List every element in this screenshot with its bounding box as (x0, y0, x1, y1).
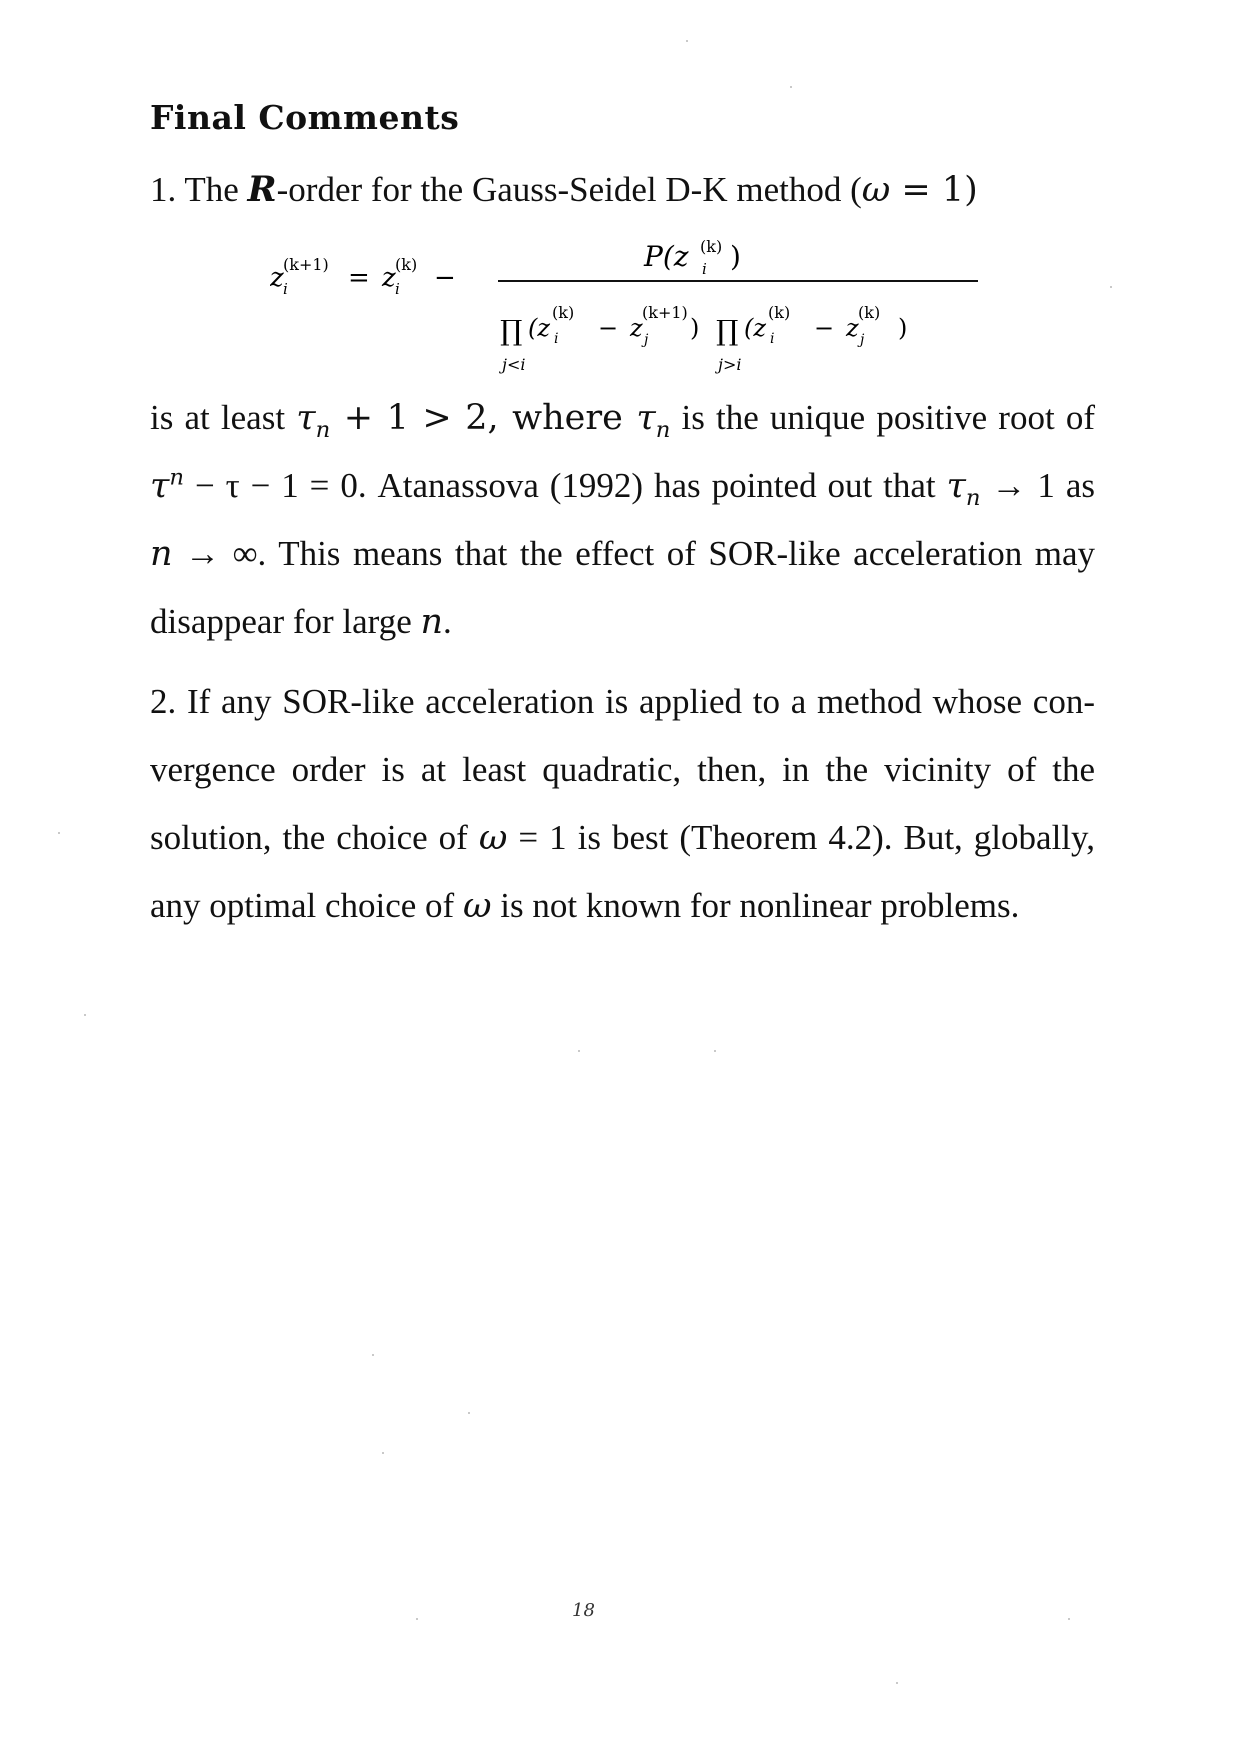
item1-line4 (150, 534, 1095, 574)
prod1-term-b-sub: j (644, 332, 649, 348)
page-number: 18 (572, 1600, 595, 1621)
eq-numerator-close: ) (730, 240, 741, 273)
prod2-term-a-sub: i (770, 331, 775, 347)
scan-speck (1110, 286, 1112, 288)
prod1-term-a-sub: i (554, 331, 559, 347)
n-symbol: n (150, 534, 173, 574)
omega-symbol: ω (478, 818, 508, 858)
item1-intro-eq: = 1) (890, 170, 978, 210)
prod1-term-a-sup: (k) (552, 303, 575, 322)
eq-rhs-sup: (k) (395, 255, 418, 274)
prod1-term-a: (z (528, 314, 551, 342)
prod2-term-a: (z (744, 314, 767, 342)
tau-subscript: n (655, 417, 671, 443)
item2-line4-b: is not known for nonlinear problems. (491, 886, 1020, 925)
item1-line2-a: is at least (150, 398, 297, 437)
tau-symbol: τ (636, 398, 656, 438)
prod2-term-b: z (846, 314, 859, 342)
eq-numerator: P(z (644, 240, 689, 273)
eq-lhs-sup: (k+1) (283, 255, 329, 274)
item1-intro-rest: -order for the Gauss-Seidel D-K method ( (276, 170, 862, 209)
scan-speck (790, 86, 792, 88)
prod1-close: ) (690, 314, 700, 342)
prod1-minus: − (598, 314, 619, 342)
prod2-term-a-sup: (k) (768, 303, 791, 322)
tau-symbol: τ (150, 466, 170, 506)
scan-speck (896, 1682, 898, 1684)
eq-minus: − (434, 263, 456, 293)
scan-speck (578, 1050, 580, 1052)
tau-subscript: n (965, 485, 981, 511)
item1-line5-b: . (443, 602, 452, 641)
item2-line4 (150, 886, 1095, 926)
prod2-limit: j>i (718, 355, 742, 374)
item1-line3 (150, 464, 1095, 511)
tau-symbol: τ (296, 398, 316, 438)
eq-rhs-z: z (382, 263, 396, 293)
tau-symbol: τ (946, 466, 966, 506)
scan-speck (714, 1050, 716, 1052)
r-order-symbol: R (247, 169, 277, 210)
eq-numerator-sub: i (702, 260, 707, 278)
prod2-term-b-sub: j (860, 332, 865, 348)
eq-lhs-z: z (270, 263, 284, 293)
prod1-limit: j<i (502, 355, 526, 374)
item2-line2: vergence order is at least quadratic, then, in the vicinity of the (150, 750, 1095, 789)
scan-speck (1068, 1618, 1070, 1620)
section-heading: Final Comments (150, 98, 460, 137)
prod1-term-b-sup: (k+1) (642, 303, 688, 322)
prod2-minus: − (814, 314, 835, 342)
scan-speck (58, 832, 60, 834)
item1-intro-prefix: 1. The (150, 170, 248, 209)
prod2-symbol: ∏ (716, 314, 739, 347)
item2-line3-a: solution, the choice of (150, 818, 479, 857)
item1-line3-b: → 1 as (980, 466, 1095, 505)
tau-subscript: n (315, 417, 331, 443)
prod1-term-b: z (630, 314, 643, 342)
item1-line2 (150, 398, 1095, 443)
item1-line5-a: disappear for large (150, 602, 421, 641)
equation-graphic (270, 240, 990, 390)
item1-line3-a: − τ − 1 = 0. Atanassova (1992) has pointed out that (184, 466, 947, 505)
fraction-bar (498, 280, 978, 282)
item2-line4-a: any optimal choice of (150, 886, 463, 925)
omega-symbol: ω (462, 886, 492, 926)
scan-speck (372, 1354, 374, 1356)
scan-speck (468, 1412, 470, 1414)
item1-line4-a: → ∞. This means that the effect of SOR-like acceleration may (172, 534, 1095, 573)
item1-line2-b: + 1 > 2, where (330, 398, 637, 438)
omega-symbol: ω (861, 170, 891, 210)
n-symbol: n (420, 602, 444, 642)
item2-line3-b: = 1 is best (Theorem 4.2). But, globally, (507, 818, 1095, 857)
item1-line5 (150, 602, 1095, 642)
scan-speck (686, 40, 688, 42)
scan-speck (382, 1452, 384, 1454)
eq-numerator-sup: (k) (700, 240, 723, 256)
gauss-seidel-equation (270, 240, 990, 390)
eq-lhs-sub: i (283, 280, 288, 298)
scan-speck (84, 1014, 86, 1016)
tau-exponent: n (169, 464, 185, 491)
eq-rhs-sub: i (395, 280, 400, 298)
item1-line2-c: is the unique positive root of (670, 398, 1095, 437)
item1-intro (150, 170, 1095, 210)
eq-equals: = (348, 263, 370, 293)
prod2-close: ) (898, 314, 908, 342)
item2-line3 (150, 818, 1095, 858)
item2-line1: 2. If any SOR-like acceleration is applied to a method whose con- (150, 682, 1095, 721)
scan-speck (416, 1618, 418, 1620)
prod1-symbol: ∏ (500, 314, 523, 347)
prod2-term-b-sup: (k) (858, 303, 881, 322)
